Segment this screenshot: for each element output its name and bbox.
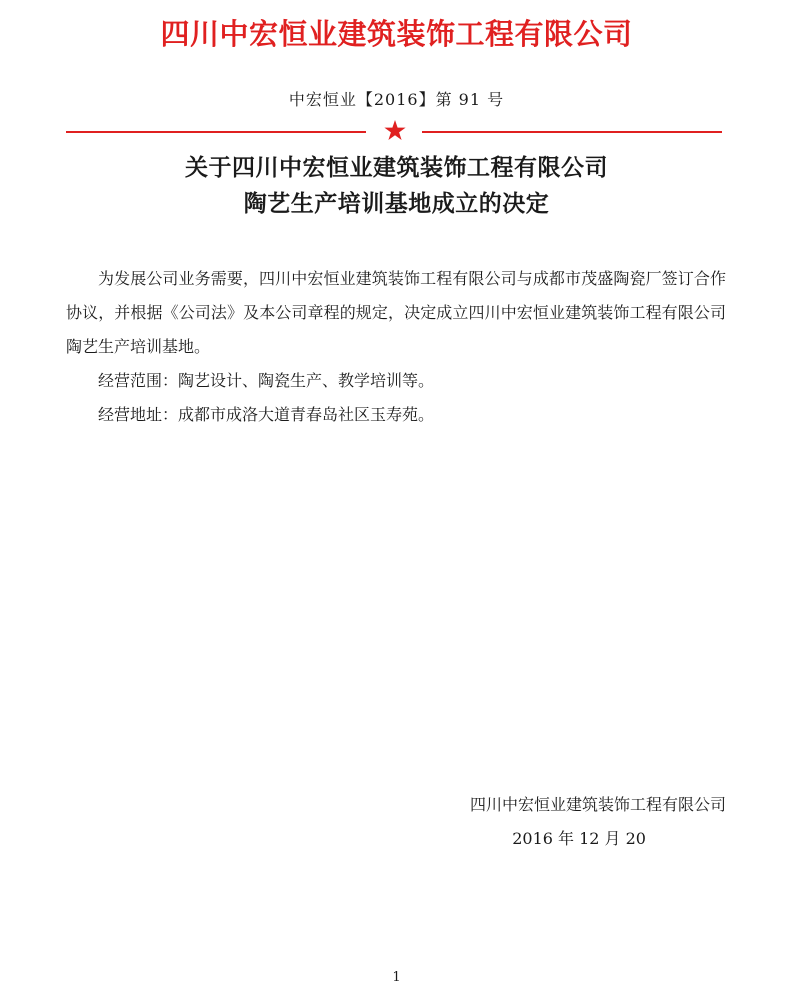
signature-block xyxy=(380,788,726,856)
divider-line-left xyxy=(66,131,366,133)
letterhead-company-name: 四川中宏恒业建筑装饰工程有限公司 xyxy=(160,17,633,51)
body-paragraph-intro: 为发展公司业务需要，四川中宏恒业建筑装饰工程有限公司与成都市茂盛陶瓷厂签订合作协议，并根据《公司法》及本公司章程的规定，决定成立四川中宏恒业建筑装饰工程有限公司陶艺生产培训基地。 xyxy=(66,269,726,356)
document-number: 中宏恒业【2016】第 91 号 xyxy=(288,90,505,109)
divider-line-right xyxy=(422,131,722,133)
page-number: 1 xyxy=(392,970,401,985)
title-line-2: 陶艺生产培训基地成立的决定 xyxy=(243,190,550,217)
title-line-1: 关于四川中宏恒业建筑装饰工程有限公司 xyxy=(185,154,608,181)
star-icon xyxy=(384,118,406,144)
signature-date: 2016 年 12 月 20 xyxy=(512,829,646,848)
signature-company: 四川中宏恒业建筑装饰工程有限公司 xyxy=(469,795,726,814)
document-body xyxy=(66,262,726,432)
body-paragraph-scope: 经营范围：陶艺设计、陶瓷生产、教学培训等。 xyxy=(98,371,435,390)
document-title xyxy=(0,150,793,222)
body-paragraph-address: 经营地址：成都市成洛大道青春岛社区玉寿苑。 xyxy=(98,405,435,424)
red-divider xyxy=(66,118,722,146)
